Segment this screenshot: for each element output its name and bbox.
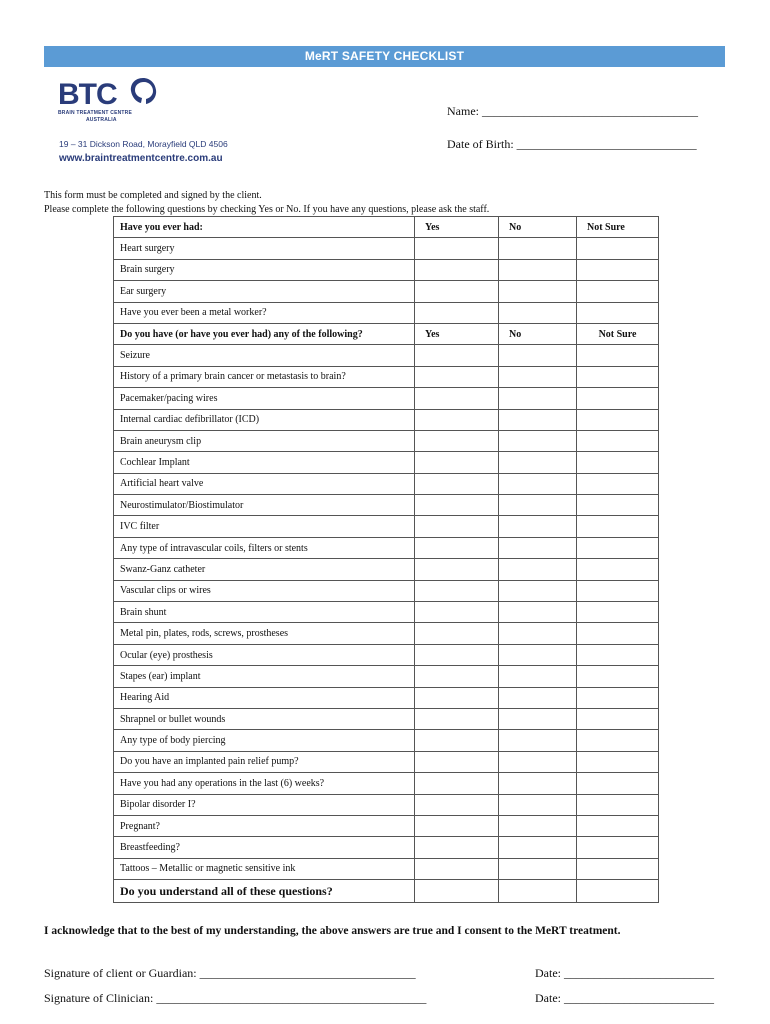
checklist-row bbox=[114, 495, 659, 516]
yes-checkbox-cell[interactable] bbox=[415, 623, 499, 644]
no-checkbox-cell[interactable] bbox=[499, 751, 577, 772]
question-label: Seizure bbox=[114, 345, 415, 366]
checklist-row bbox=[114, 516, 659, 537]
no-checkbox-cell[interactable] bbox=[499, 773, 577, 794]
section-2-header bbox=[114, 323, 659, 344]
logo-country: AUSTRALIA bbox=[86, 117, 117, 123]
intro-line-2: Please complete the following questions by checking Yes or No. If you have any questions, please ask the staff. bbox=[44, 204, 490, 215]
question-label: Metal pin, plates, rods, screws, prostheses bbox=[114, 623, 415, 644]
yes-checkbox-cell[interactable] bbox=[415, 708, 499, 729]
checklist-row bbox=[114, 794, 659, 815]
not-sure-checkbox-cell[interactable] bbox=[577, 473, 659, 494]
logo-subtitle: BRAIN TREATMENT CENTRE bbox=[58, 110, 133, 116]
not-sure-checkbox-cell[interactable] bbox=[577, 602, 659, 623]
brain-icon bbox=[128, 76, 158, 106]
checklist-row bbox=[114, 409, 659, 430]
no-checkbox-cell[interactable] bbox=[499, 580, 577, 601]
question-label: Bipolar disorder I? bbox=[114, 794, 415, 815]
yes-checkbox-cell[interactable] bbox=[415, 559, 499, 580]
safety-checklist-table bbox=[113, 216, 659, 903]
not-sure-checkbox-cell[interactable] bbox=[577, 452, 659, 473]
no-checkbox-cell[interactable] bbox=[499, 259, 577, 280]
no-checkbox-cell[interactable] bbox=[499, 388, 577, 409]
yes-checkbox-cell[interactable] bbox=[415, 345, 499, 366]
no-checkbox-cell[interactable] bbox=[499, 644, 577, 665]
not-sure-checkbox-cell[interactable] bbox=[577, 666, 659, 687]
no-checkbox-cell[interactable] bbox=[499, 880, 577, 903]
no-checkbox-cell[interactable] bbox=[499, 666, 577, 687]
checklist-row bbox=[114, 452, 659, 473]
question-label: Artificial heart valve bbox=[114, 473, 415, 494]
not-sure-checkbox-cell[interactable] bbox=[577, 837, 659, 858]
yes-checkbox-cell[interactable] bbox=[415, 259, 499, 280]
logo-wordmark: BTC bbox=[58, 78, 117, 111]
no-checkbox-cell[interactable] bbox=[499, 495, 577, 516]
not-sure-checkbox-cell[interactable] bbox=[577, 773, 659, 794]
not-sure-checkbox-cell[interactable] bbox=[577, 302, 659, 323]
yes-checkbox-cell[interactable] bbox=[415, 366, 499, 387]
not-sure-checkbox-cell[interactable] bbox=[577, 858, 659, 879]
question-label: Brain shunt bbox=[114, 602, 415, 623]
question-label: Internal cardiac defibrillator (ICD) bbox=[114, 409, 415, 430]
question-label: Any type of body piercing bbox=[114, 730, 415, 751]
not-sure-checkbox-cell[interactable] bbox=[577, 623, 659, 644]
no-checkbox-cell[interactable] bbox=[499, 516, 577, 537]
question-label: Swanz-Ganz catheter bbox=[114, 559, 415, 580]
intro-line-1: This form must be completed and signed by the client. bbox=[44, 190, 262, 201]
yes-checkbox-cell[interactable] bbox=[415, 281, 499, 302]
no-checkbox-cell[interactable] bbox=[499, 452, 577, 473]
yes-checkbox-cell[interactable] bbox=[415, 687, 499, 708]
checklist-row bbox=[114, 473, 659, 494]
question-label: History of a primary brain cancer or metastasis to brain? bbox=[114, 366, 415, 387]
yes-checkbox-cell[interactable] bbox=[415, 409, 499, 430]
checklist-row bbox=[114, 773, 659, 794]
checklist-row bbox=[114, 880, 659, 903]
not-sure-checkbox-cell[interactable] bbox=[577, 644, 659, 665]
client-date-field[interactable]: Date: _________________________ bbox=[535, 966, 714, 980]
not-sure-checkbox-cell[interactable] bbox=[577, 388, 659, 409]
checklist-row bbox=[114, 559, 659, 580]
question-label: Do you have an implanted pain relief pump? bbox=[114, 751, 415, 772]
not-sure-checkbox-cell[interactable] bbox=[577, 580, 659, 601]
not-sure-checkbox-cell[interactable] bbox=[577, 409, 659, 430]
checklist-row bbox=[114, 388, 659, 409]
not-sure-checkbox-cell[interactable] bbox=[577, 345, 659, 366]
no-checkbox-cell[interactable] bbox=[499, 559, 577, 580]
yes-checkbox-cell[interactable] bbox=[415, 388, 499, 409]
btc-logo bbox=[56, 76, 276, 166]
yes-checkbox-cell[interactable] bbox=[415, 302, 499, 323]
yes-checkbox-cell[interactable] bbox=[415, 495, 499, 516]
no-checkbox-cell[interactable] bbox=[499, 238, 577, 259]
not-sure-checkbox-cell[interactable] bbox=[577, 730, 659, 751]
yes-checkbox-cell[interactable] bbox=[415, 751, 499, 772]
question-label: Brain aneurysm clip bbox=[114, 430, 415, 451]
clinic-website: www.braintreatmentcentre.com.au bbox=[59, 153, 223, 164]
checklist-row bbox=[114, 537, 659, 558]
dob-field[interactable]: Date of Birth: ______________________________ bbox=[447, 137, 697, 151]
yes-checkbox-cell[interactable] bbox=[415, 602, 499, 623]
not-sure-checkbox-cell[interactable] bbox=[577, 430, 659, 451]
question-label: Ocular (eye) prosthesis bbox=[114, 644, 415, 665]
checklist-row bbox=[114, 687, 659, 708]
no-checkbox-cell[interactable] bbox=[499, 730, 577, 751]
yes-checkbox-cell[interactable] bbox=[415, 794, 499, 815]
question-label: Tattoos – Metallic or magnetic sensitive ink bbox=[114, 858, 415, 879]
checklist-row bbox=[114, 815, 659, 836]
no-checkbox-cell[interactable] bbox=[499, 837, 577, 858]
yes-checkbox-cell[interactable] bbox=[415, 837, 499, 858]
not-sure-checkbox-cell[interactable] bbox=[577, 238, 659, 259]
checklist-row bbox=[114, 302, 659, 323]
no-checkbox-cell[interactable] bbox=[499, 602, 577, 623]
question-label: Vascular clips or wires bbox=[114, 580, 415, 601]
not-sure-column-header: Not Sure bbox=[577, 323, 659, 344]
yes-checkbox-cell[interactable] bbox=[415, 815, 499, 836]
clinic-address: 19 – 31 Dickson Road, Morayfield QLD 4506 bbox=[59, 139, 228, 149]
checklist-row bbox=[114, 708, 659, 729]
yes-checkbox-cell[interactable] bbox=[415, 858, 499, 879]
not-sure-checkbox-cell[interactable] bbox=[577, 281, 659, 302]
not-sure-checkbox-cell[interactable] bbox=[577, 559, 659, 580]
question-label: Have you ever been a metal worker? bbox=[114, 302, 415, 323]
acknowledgement-statement: I acknowledge that to the best of my understanding, the above answers are true and I consent to the MeRT treatment. bbox=[44, 925, 621, 937]
question-label: Brain surgery bbox=[114, 259, 415, 280]
question-label: Do you understand all of these questions? bbox=[114, 880, 415, 903]
checklist-row bbox=[114, 730, 659, 751]
not-sure-checkbox-cell[interactable] bbox=[577, 751, 659, 772]
no-checkbox-cell[interactable] bbox=[499, 409, 577, 430]
question-label: Hearing Aid bbox=[114, 687, 415, 708]
form-title: MeRT SAFETY CHECKLIST bbox=[44, 46, 725, 67]
yes-checkbox-cell[interactable] bbox=[415, 516, 499, 537]
not-sure-column-header: Not Sure bbox=[577, 217, 659, 238]
client-signature-field[interactable]: Signature of client or Guardian: ____________________________________ bbox=[44, 966, 416, 980]
name-field[interactable]: Name: ____________________________________ bbox=[447, 104, 698, 118]
not-sure-checkbox-cell[interactable] bbox=[577, 366, 659, 387]
clinician-signature-field[interactable]: Signature of Clinician: _____________________________________________ bbox=[44, 991, 427, 1005]
checklist-row bbox=[114, 602, 659, 623]
clinician-date-field[interactable]: Date: _________________________ bbox=[535, 991, 714, 1005]
yes-checkbox-cell[interactable] bbox=[415, 452, 499, 473]
not-sure-checkbox-cell[interactable] bbox=[577, 708, 659, 729]
not-sure-checkbox-cell[interactable] bbox=[577, 495, 659, 516]
not-sure-checkbox-cell[interactable] bbox=[577, 537, 659, 558]
no-checkbox-cell[interactable] bbox=[499, 687, 577, 708]
no-column-header: No bbox=[499, 217, 577, 238]
checklist-row bbox=[114, 666, 659, 687]
question-label: Neurostimulator/Biostimulator bbox=[114, 495, 415, 516]
no-checkbox-cell[interactable] bbox=[499, 345, 577, 366]
no-checkbox-cell[interactable] bbox=[499, 794, 577, 815]
not-sure-checkbox-cell[interactable] bbox=[577, 794, 659, 815]
not-sure-checkbox-cell[interactable] bbox=[577, 815, 659, 836]
yes-checkbox-cell[interactable] bbox=[415, 580, 499, 601]
checklist-row bbox=[114, 580, 659, 601]
not-sure-checkbox-cell[interactable] bbox=[577, 516, 659, 537]
question-label: Shrapnel or bullet wounds bbox=[114, 708, 415, 729]
no-checkbox-cell[interactable] bbox=[499, 281, 577, 302]
no-column-header: No bbox=[499, 323, 577, 344]
question-label: Any type of intravascular coils, filters or stents bbox=[114, 537, 415, 558]
no-checkbox-cell[interactable] bbox=[499, 858, 577, 879]
yes-column-header: Yes bbox=[415, 323, 499, 344]
checklist-row bbox=[114, 366, 659, 387]
question-label: Ear surgery bbox=[114, 281, 415, 302]
checklist-row bbox=[114, 281, 659, 302]
question-label: Have you had any operations in the last (6) weeks? bbox=[114, 773, 415, 794]
question-label: Breastfeeding? bbox=[114, 837, 415, 858]
section-1-question-header: Have you ever had: bbox=[114, 217, 415, 238]
checklist-row bbox=[114, 858, 659, 879]
yes-checkbox-cell[interactable] bbox=[415, 880, 499, 903]
question-label: Pacemaker/pacing wires bbox=[114, 388, 415, 409]
question-label: Stapes (ear) implant bbox=[114, 666, 415, 687]
no-checkbox-cell[interactable] bbox=[499, 302, 577, 323]
not-sure-checkbox-cell[interactable] bbox=[577, 259, 659, 280]
checklist-row bbox=[114, 259, 659, 280]
question-label: Heart surgery bbox=[114, 238, 415, 259]
yes-column-header: Yes bbox=[415, 217, 499, 238]
no-checkbox-cell[interactable] bbox=[499, 430, 577, 451]
yes-checkbox-cell[interactable] bbox=[415, 730, 499, 751]
section-1-header bbox=[114, 217, 659, 238]
yes-checkbox-cell[interactable] bbox=[415, 473, 499, 494]
checklist-row bbox=[114, 751, 659, 772]
question-label: Cochlear Implant bbox=[114, 452, 415, 473]
checklist-row bbox=[114, 238, 659, 259]
yes-checkbox-cell[interactable] bbox=[415, 666, 499, 687]
not-sure-checkbox-cell[interactable] bbox=[577, 880, 659, 903]
checklist-row bbox=[114, 644, 659, 665]
checklist-row bbox=[114, 345, 659, 366]
yes-checkbox-cell[interactable] bbox=[415, 430, 499, 451]
not-sure-checkbox-cell[interactable] bbox=[577, 687, 659, 708]
yes-checkbox-cell[interactable] bbox=[415, 238, 499, 259]
no-checkbox-cell[interactable] bbox=[499, 815, 577, 836]
no-checkbox-cell[interactable] bbox=[499, 623, 577, 644]
checklist-row bbox=[114, 623, 659, 644]
question-label: Pregnant? bbox=[114, 815, 415, 836]
yes-checkbox-cell[interactable] bbox=[415, 773, 499, 794]
no-checkbox-cell[interactable] bbox=[499, 537, 577, 558]
checklist-row bbox=[114, 837, 659, 858]
yes-checkbox-cell[interactable] bbox=[415, 644, 499, 665]
no-checkbox-cell[interactable] bbox=[499, 366, 577, 387]
yes-checkbox-cell[interactable] bbox=[415, 537, 499, 558]
no-checkbox-cell[interactable] bbox=[499, 708, 577, 729]
no-checkbox-cell[interactable] bbox=[499, 473, 577, 494]
checklist-row bbox=[114, 430, 659, 451]
question-label: IVC filter bbox=[114, 516, 415, 537]
section-2-question-header: Do you have (or have you ever had) any of the following? bbox=[114, 323, 415, 344]
